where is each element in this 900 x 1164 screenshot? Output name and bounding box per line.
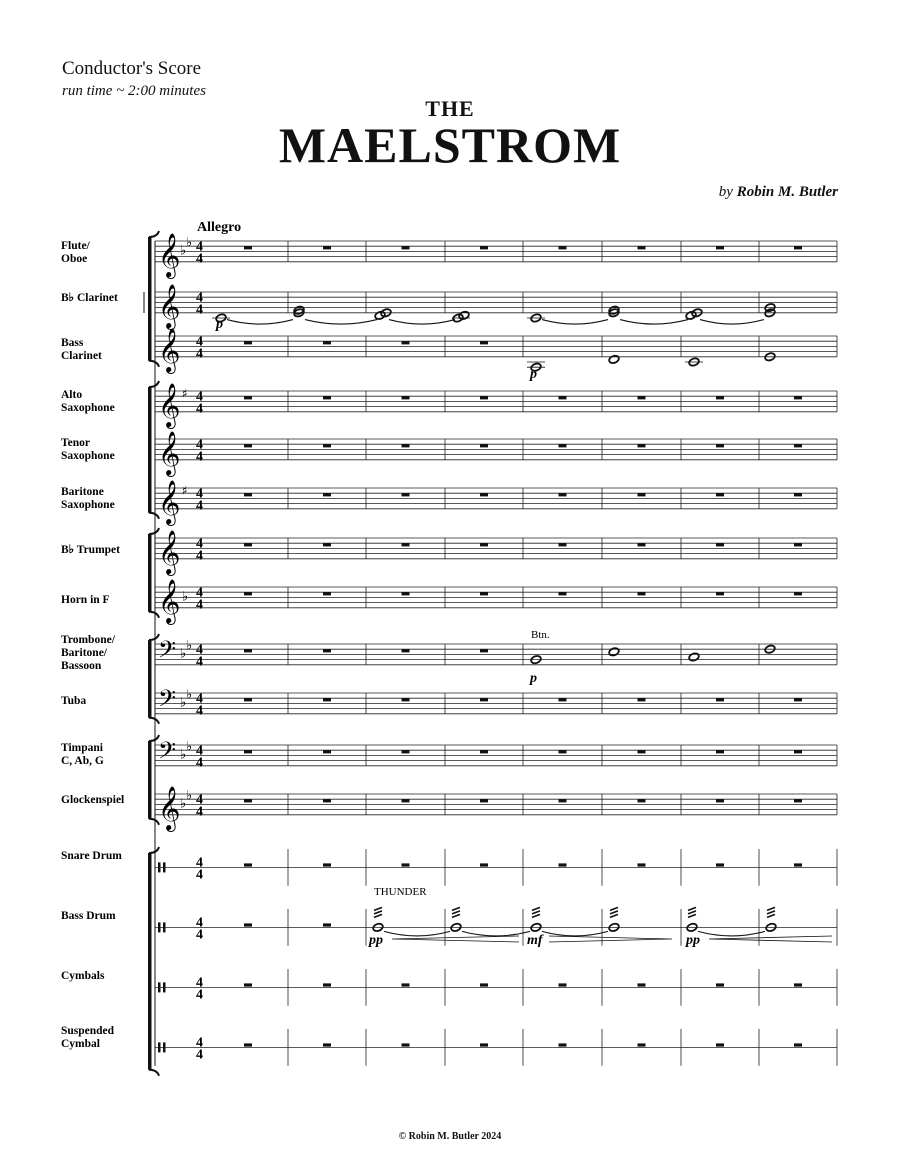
- group-bracket: [148, 237, 152, 361]
- time-signature-bottom: 4: [196, 804, 203, 820]
- whole-rest: [323, 750, 331, 753]
- tremolo-stroke: [532, 907, 540, 910]
- treble-clef-icon: 𝄞: [158, 382, 181, 427]
- whole-note: [688, 652, 700, 662]
- instrument-label: Timpani: [61, 742, 103, 754]
- instrument-label: B♭ Clarinet: [61, 292, 118, 304]
- whole-rest: [638, 863, 646, 866]
- group-bracket: [148, 534, 152, 612]
- whole-rest: [559, 444, 567, 447]
- whole-rest: [794, 444, 802, 447]
- whole-rest: [402, 649, 410, 652]
- tie: [305, 320, 377, 325]
- dynamic-marking: p: [530, 671, 537, 686]
- tie: [227, 320, 293, 325]
- time-signature-bottom: 4: [196, 867, 203, 883]
- flat-icon: ♭: [186, 638, 193, 654]
- whole-rest: [638, 750, 646, 753]
- time-signature-bottom: 4: [196, 302, 203, 318]
- bass-clef-icon: 𝄢: [158, 684, 177, 718]
- whole-rest: [794, 863, 802, 866]
- percussion-clef-icon: [163, 982, 166, 992]
- tremolo-stroke: [532, 911, 540, 914]
- bass-clef-icon: 𝄢: [158, 736, 177, 770]
- whole-rest: [638, 1043, 646, 1046]
- time-signature-top: 4: [196, 792, 203, 808]
- tremolo-stroke: [610, 914, 618, 917]
- bracket-hook: [149, 1070, 159, 1076]
- whole-rest: [716, 592, 724, 595]
- instrument-labels: [61, 240, 124, 1050]
- whole-rest: [480, 649, 488, 652]
- sharp-icon: ♯: [182, 386, 188, 401]
- time-signature-top: 4: [196, 585, 203, 601]
- time-signature-bottom: 4: [196, 401, 203, 417]
- whole-rest: [402, 592, 410, 595]
- tremolo-stroke: [610, 911, 618, 914]
- whole-rest: [716, 493, 724, 496]
- percussion-clef-icon: [163, 862, 166, 872]
- time-signature-top: 4: [196, 334, 203, 350]
- group-bracket: [148, 387, 152, 513]
- whole-rest: [244, 246, 252, 249]
- page-title: MAELSTROM: [278, 117, 622, 173]
- whole-note: [608, 647, 620, 657]
- time-signature-bottom: 4: [196, 703, 203, 719]
- instrument-label: Saxophone: [61, 402, 115, 414]
- time-signature-top: 4: [196, 855, 203, 871]
- whole-rest: [244, 341, 252, 344]
- whole-rest: [244, 983, 252, 986]
- tremolo-stroke: [767, 907, 775, 910]
- tremolo-stroke: [374, 914, 382, 917]
- treble-clef-icon: 𝄞: [158, 283, 181, 328]
- instrument-label: Saxophone: [61, 450, 115, 462]
- tie: [389, 320, 455, 325]
- whole-note: [458, 310, 470, 320]
- whole-rest: [559, 799, 567, 802]
- whole-rest: [244, 923, 252, 926]
- instrument-label: B♭ Trumpet: [61, 544, 120, 556]
- staves: [155, 241, 837, 1066]
- whole-rest: [244, 863, 252, 866]
- music-content: [158, 233, 832, 1063]
- whole-rest: [244, 750, 252, 753]
- whole-rest: [323, 1043, 331, 1046]
- whole-rest: [559, 863, 567, 866]
- whole-rest: [323, 923, 331, 926]
- whole-rest: [716, 799, 724, 802]
- thunder-text: THUNDER: [374, 886, 427, 898]
- whole-rest: [402, 1043, 410, 1046]
- title-article: THE: [425, 96, 475, 121]
- instrument-label: Alto: [61, 389, 83, 401]
- time-signature-top: 4: [196, 239, 203, 255]
- treble-clef-icon: 𝄞: [158, 479, 181, 524]
- time-signature-top: 4: [196, 743, 203, 759]
- whole-rest: [402, 698, 410, 701]
- diminuendo-hairpin: [549, 936, 672, 942]
- dynamic-marking: pp: [686, 933, 700, 948]
- dynamic-marking: pp: [369, 933, 383, 948]
- tie: [462, 931, 530, 936]
- flat-icon: ♭: [182, 589, 189, 605]
- time-signature-bottom: 4: [196, 498, 203, 514]
- whole-note: [374, 310, 386, 320]
- whole-rest: [402, 493, 410, 496]
- whole-rest: [794, 493, 802, 496]
- whole-rest: [323, 983, 331, 986]
- tremolo-stroke: [452, 911, 460, 914]
- tremolo-stroke: [532, 914, 540, 917]
- instrument-label: Saxophone: [61, 499, 115, 511]
- tremolo-stroke: [767, 911, 775, 914]
- percussion-clef-icon: [163, 1042, 166, 1052]
- instrument-label: Suspended: [61, 1025, 115, 1037]
- whole-rest: [402, 863, 410, 866]
- instrument-label: Horn in F: [61, 594, 110, 606]
- tie: [542, 320, 608, 325]
- flat-icon: ♭: [186, 788, 193, 804]
- instrument-label: Flute/: [61, 240, 90, 252]
- whole-rest: [794, 592, 802, 595]
- treble-clef-icon: 𝄞: [158, 578, 181, 623]
- bassoon-cue: Btn.: [531, 629, 550, 641]
- time-signature-top: 4: [196, 915, 203, 931]
- composer-name: Robin M. Butler: [736, 184, 838, 200]
- instrument-label: C, Ab, G: [61, 755, 104, 767]
- time-signature-bottom: 4: [196, 548, 203, 564]
- whole-rest: [559, 493, 567, 496]
- whole-rest: [480, 246, 488, 249]
- whole-rest: [716, 698, 724, 701]
- time-signature-bottom: 4: [196, 987, 203, 1003]
- percussion-clef-icon: [158, 1042, 161, 1052]
- tempo-marking: Allegro: [197, 220, 242, 235]
- time-signature-bottom: 4: [196, 597, 203, 613]
- whole-rest: [559, 246, 567, 249]
- whole-rest: [716, 863, 724, 866]
- copyright: © Robin M. Butler 2024: [398, 1131, 502, 1142]
- time-signature-top: 4: [196, 437, 203, 453]
- whole-rest: [480, 698, 488, 701]
- whole-rest: [480, 799, 488, 802]
- whole-rest: [638, 246, 646, 249]
- percussion-clef-icon: [158, 922, 161, 932]
- whole-rest: [402, 799, 410, 802]
- time-signature-top: 4: [196, 691, 203, 707]
- time-signature-bottom: 4: [196, 251, 203, 267]
- group-bracket: [148, 640, 152, 718]
- tremolo-stroke: [610, 907, 618, 910]
- whole-rest: [794, 246, 802, 249]
- instrument-label: Baritone: [61, 486, 104, 498]
- time-signature-bottom: 4: [196, 1047, 203, 1063]
- whole-rest: [323, 698, 331, 701]
- group-bracket: [148, 741, 152, 819]
- whole-rest: [638, 698, 646, 701]
- group-bracket: [148, 853, 152, 1070]
- whole-rest: [559, 983, 567, 986]
- whole-rest: [794, 396, 802, 399]
- whole-rest: [480, 1043, 488, 1046]
- whole-rest: [323, 863, 331, 866]
- whole-rest: [638, 396, 646, 399]
- flat-icon: ♭: [186, 687, 193, 703]
- flat-icon: ♭: [186, 739, 193, 755]
- whole-rest: [323, 649, 331, 652]
- tie: [542, 931, 608, 936]
- flat-icon: ♭: [180, 243, 187, 259]
- instrument-label: Cymbals: [61, 970, 105, 982]
- instrument-label: Snare Drum: [61, 850, 122, 862]
- whole-rest: [716, 396, 724, 399]
- whole-rest: [559, 396, 567, 399]
- bracket-hook: [149, 718, 159, 724]
- dynamic-marking: mf: [527, 933, 543, 948]
- whole-rest: [559, 592, 567, 595]
- instrument-label: Clarinet: [61, 350, 102, 362]
- whole-rest: [480, 341, 488, 344]
- whole-rest: [794, 1043, 802, 1046]
- bass-clef-icon: 𝄢: [158, 635, 177, 669]
- percussion-clef-icon: [158, 982, 161, 992]
- tie: [620, 320, 688, 325]
- whole-rest: [323, 592, 331, 595]
- tremolo-stroke: [452, 914, 460, 917]
- whole-rest: [716, 543, 724, 546]
- instrument-label: Tuba: [61, 695, 87, 707]
- whole-rest: [323, 493, 331, 496]
- tie: [698, 931, 765, 936]
- whole-rest: [794, 983, 802, 986]
- instrument-label: Bass Drum: [61, 910, 116, 922]
- whole-rest: [323, 444, 331, 447]
- whole-rest: [638, 543, 646, 546]
- whole-rest: [794, 750, 802, 753]
- whole-rest: [716, 1043, 724, 1046]
- whole-rest: [323, 543, 331, 546]
- tremolo-stroke: [767, 914, 775, 917]
- flat-icon: ♭: [186, 235, 193, 251]
- whole-rest: [402, 341, 410, 344]
- whole-rest: [716, 983, 724, 986]
- whole-rest: [559, 698, 567, 701]
- flat-icon: ♭: [180, 695, 187, 711]
- sharp-icon: ♯: [182, 483, 188, 498]
- whole-rest: [402, 983, 410, 986]
- tremolo-stroke: [374, 907, 382, 910]
- time-signature-top: 4: [196, 642, 203, 658]
- instrument-label: Bassoon: [61, 660, 102, 672]
- whole-rest: [716, 750, 724, 753]
- composer-prefix: by: [718, 184, 733, 200]
- whole-rest: [480, 983, 488, 986]
- whole-rest: [794, 543, 802, 546]
- whole-rest: [638, 983, 646, 986]
- time-signature-bottom: 4: [196, 449, 203, 465]
- whole-rest: [323, 246, 331, 249]
- whole-rest: [794, 698, 802, 701]
- whole-rest: [402, 246, 410, 249]
- whole-rest: [323, 799, 331, 802]
- time-signature-top: 4: [196, 486, 203, 502]
- instrument-label: Trombone/: [61, 634, 115, 646]
- crescendo-hairpin: [709, 936, 832, 942]
- tremolo-stroke: [688, 914, 696, 917]
- score-type-label: Conductor's Score: [62, 58, 202, 79]
- whole-rest: [244, 698, 252, 701]
- whole-rest: [559, 750, 567, 753]
- whole-rest: [716, 444, 724, 447]
- whole-rest: [323, 341, 331, 344]
- whole-rest: [480, 444, 488, 447]
- whole-rest: [638, 592, 646, 595]
- whole-rest: [244, 543, 252, 546]
- whole-rest: [244, 649, 252, 652]
- time-signature-bottom: 4: [196, 927, 203, 943]
- whole-rest: [480, 863, 488, 866]
- whole-note: [685, 310, 697, 320]
- time-signature-bottom: 4: [196, 755, 203, 771]
- flat-icon: ♭: [180, 747, 187, 763]
- whole-rest: [480, 592, 488, 595]
- bracket-hook: [149, 847, 159, 853]
- treble-clef-icon: 𝄞: [158, 430, 181, 475]
- whole-rest: [244, 799, 252, 802]
- whole-rest: [244, 1043, 252, 1046]
- tremolo-stroke: [452, 907, 460, 910]
- time-signature-top: 4: [196, 389, 203, 405]
- brackets: [144, 231, 159, 1076]
- instrument-label: Oboe: [61, 253, 88, 265]
- whole-rest: [716, 246, 724, 249]
- whole-rest: [559, 1043, 567, 1046]
- tremolo-stroke: [688, 911, 696, 914]
- whole-rest: [402, 750, 410, 753]
- treble-clef-icon: 𝄞: [158, 232, 181, 277]
- flat-icon: ♭: [180, 796, 187, 812]
- instrument-label: Baritone/: [61, 647, 107, 659]
- instrument-label: Glockenspiel: [61, 794, 125, 806]
- instrument-label: Cymbal: [61, 1038, 100, 1050]
- instrument-label: Tenor: [61, 437, 90, 449]
- tremolo-stroke: [374, 911, 382, 914]
- whole-rest: [638, 799, 646, 802]
- whole-rest: [480, 396, 488, 399]
- time-signature-top: 4: [196, 290, 203, 306]
- crescendo-hairpin: [392, 936, 519, 942]
- whole-rest: [402, 444, 410, 447]
- whole-rest: [323, 396, 331, 399]
- whole-rest: [480, 543, 488, 546]
- time-signature-top: 4: [196, 1035, 203, 1051]
- whole-rest: [402, 396, 410, 399]
- flat-icon: ♭: [180, 646, 187, 662]
- time-signature-bottom: 4: [196, 654, 203, 670]
- time-signature-top: 4: [196, 536, 203, 552]
- whole-rest: [638, 444, 646, 447]
- whole-rest: [244, 493, 252, 496]
- whole-rest: [244, 396, 252, 399]
- tremolo-stroke: [688, 907, 696, 910]
- whole-rest: [794, 799, 802, 802]
- whole-rest: [559, 543, 567, 546]
- percussion-clef-icon: [163, 922, 166, 932]
- instrument-label: Bass: [61, 337, 84, 349]
- whole-rest: [244, 444, 252, 447]
- dynamic-marking: p: [530, 367, 537, 382]
- run-time: run time ~ 2:00 minutes: [62, 83, 206, 99]
- whole-note: [608, 354, 620, 364]
- tie: [384, 931, 450, 936]
- whole-rest: [480, 750, 488, 753]
- treble-clef-icon: 𝄞: [158, 529, 181, 574]
- whole-rest: [402, 543, 410, 546]
- tie: [700, 320, 764, 325]
- whole-rest: [638, 493, 646, 496]
- dynamic-marking: p: [216, 317, 223, 332]
- treble-clef-icon: 𝄞: [158, 785, 181, 830]
- whole-rest: [244, 592, 252, 595]
- time-signature-top: 4: [196, 975, 203, 991]
- treble-clef-icon: 𝄞: [158, 327, 181, 372]
- percussion-clef-icon: [158, 862, 161, 872]
- time-signature-bottom: 4: [196, 346, 203, 362]
- whole-rest: [480, 493, 488, 496]
